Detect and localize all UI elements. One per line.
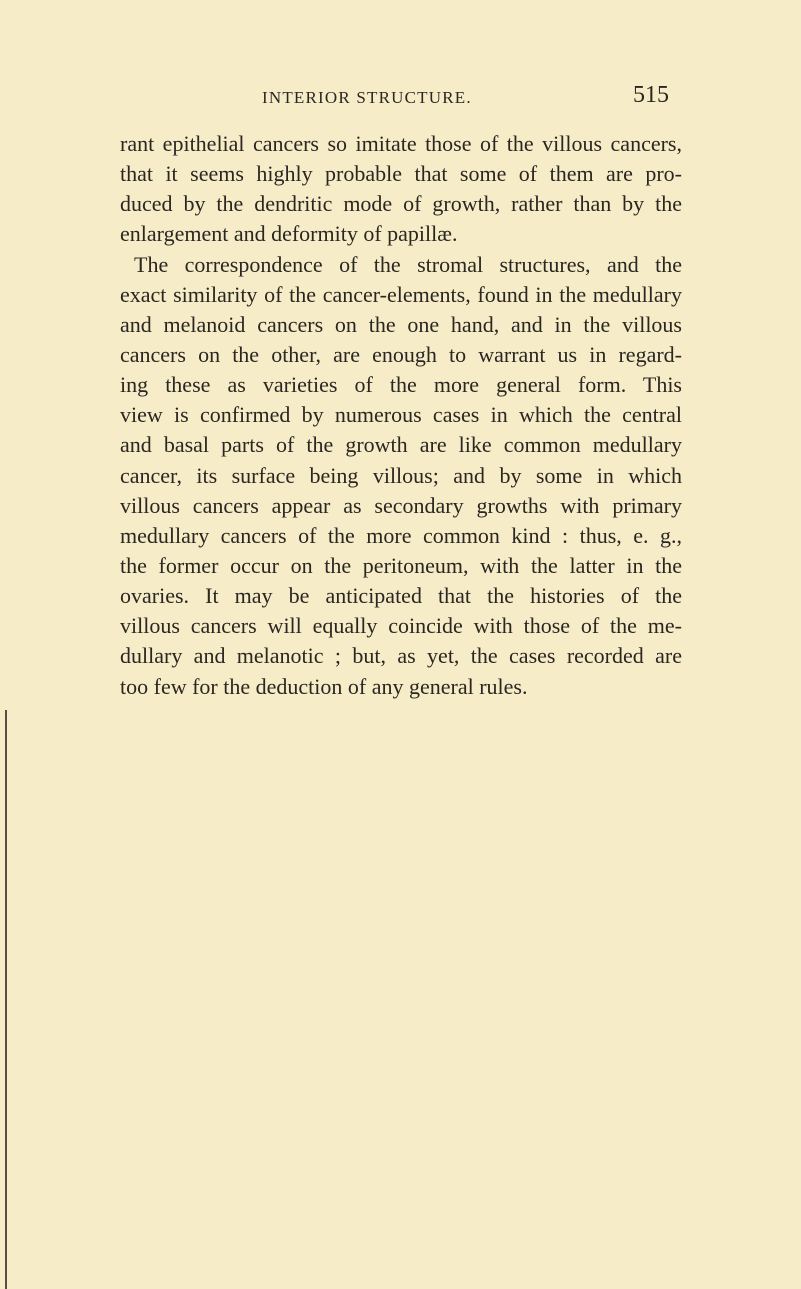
text-line: view is confirmed by numerous cases in which the central (120, 402, 682, 428)
text-line: villous cancers will equally coincide with those of the me- (120, 613, 682, 639)
text-line: The correspondence of the stromal structures, and the (134, 251, 682, 277)
text-line: medullary cancers of the more common kind : thus, e. g., (120, 522, 682, 548)
text-line: rant epithelial cancers so imitate those of the villous cancers, (120, 131, 682, 156)
text-line: ovaries. It may be anticipated that the histories of the (120, 583, 682, 609)
running-title: INTERIOR STRUCTURE. (262, 88, 472, 107)
text-line: dullary and melanotic ; but, as yet, the cases recorded are (120, 643, 682, 669)
text-line: exact similarity of the cancer-elements, found in the medullary (120, 281, 682, 307)
running-head (0, 84, 801, 114)
text-line: duced by the dendritic mode of growth, rather than by the (120, 191, 682, 217)
text-line: the former occur on the peritoneum, with the latter in the (120, 552, 682, 578)
body-text (120, 129, 682, 702)
text-line: enlargement and deformity of papillæ. (120, 221, 458, 247)
text-line: cancers on the other, are enough to warrant us in regard- (120, 341, 682, 367)
text-line: and basal parts of the growth are like common medullary (120, 432, 682, 458)
text-line: cancer, its surface being villous; and by some in which (120, 462, 682, 488)
text-line: that it seems highly probable that some of them are pro- (120, 161, 682, 187)
text-line: villous cancers appear as secondary growths with primary (120, 492, 682, 518)
text-line: ing these as varieties of the more general form. This (120, 372, 682, 398)
text-line: too few for the deduction of any general rules. (120, 673, 528, 699)
page-edge-line (5, 710, 7, 1289)
page-number: 515 (633, 82, 669, 108)
text-line: and melanoid cancers on the one hand, and in the villous (120, 311, 682, 337)
